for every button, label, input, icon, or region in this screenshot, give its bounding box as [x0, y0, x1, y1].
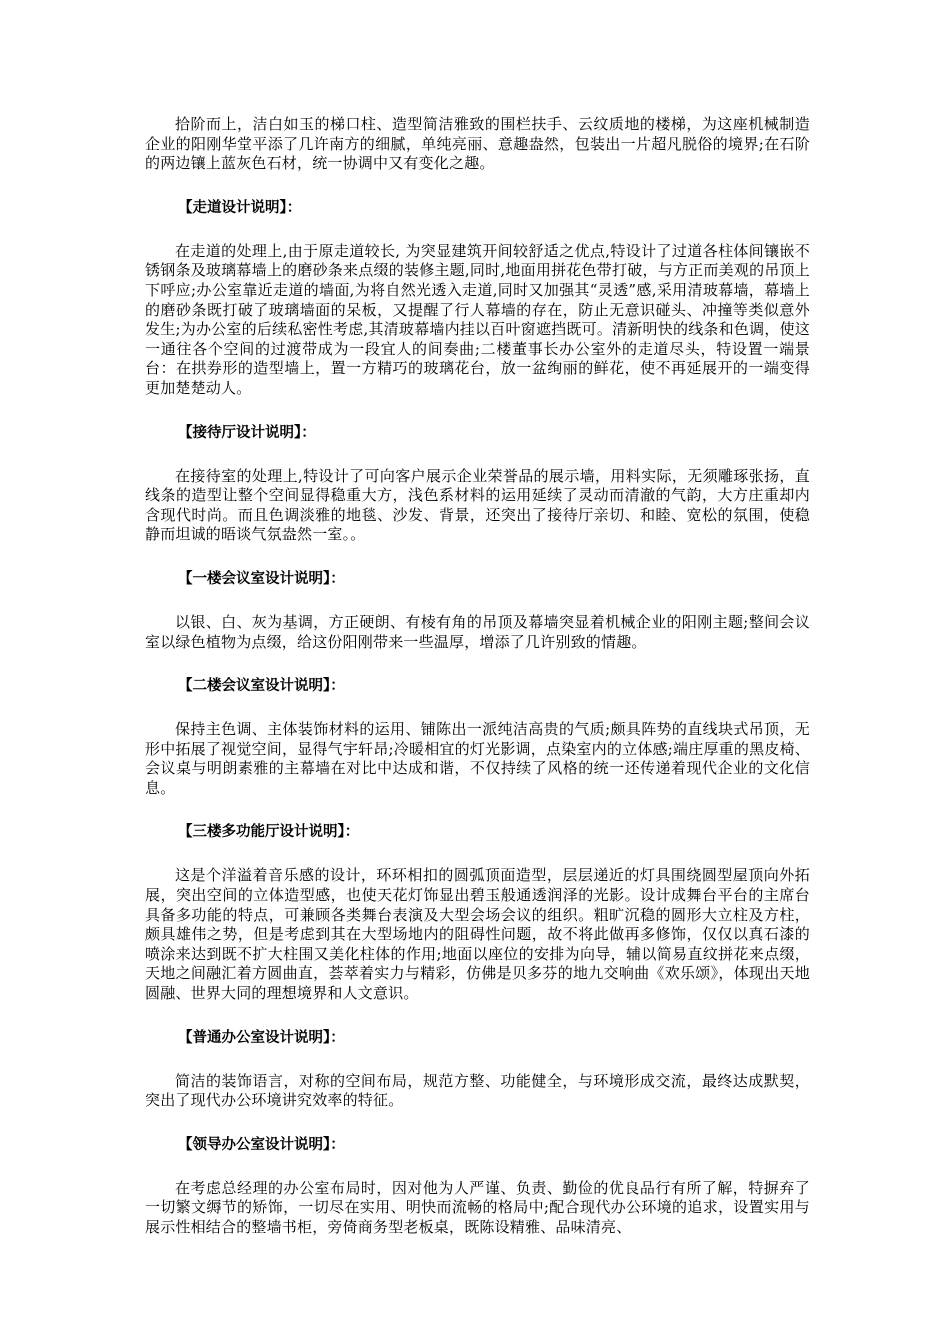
- second-floor-meeting-heading: 【二楼会议室设计说明】：: [178, 677, 345, 695]
- general-office-heading: 【普通办公室设计说明】：: [178, 1028, 345, 1046]
- executive-office-heading: 【领导办公室设计说明】：: [178, 1135, 345, 1153]
- first-floor-meeting-heading: 【一楼会议室设计说明】：: [178, 569, 345, 587]
- corridor-heading: 【走道设计说明】：: [178, 198, 302, 216]
- reception-paragraph: 在接待室的处理上,特设计了可向客户展示企业荣誉品的展示墙，用料实际，无须雕琢张扬，直线条的造型让整个空间显得稳重大方，浅色系材料的运用延续了灵动而清澈的气韵，大方庄重却内含现代时尚。而且色调淡雅的地毯、沙发、背景，还突出了接待厅亲切、和睦、宽松的氛围，使稳静而坦诚的晤谈气氛盎然一室。。: [145, 466, 810, 544]
- general-office-paragraph: 简洁的装饰语言，对称的空间布局，规范方整、功能健全，与环境形成交流，最终达成默契，突出了现代办公环境讲究效率的特征。: [145, 1071, 810, 1110]
- third-floor-hall-heading: 【三楼多功能厅设计说明】：: [178, 823, 360, 841]
- second-floor-meeting-paragraph: 保持主色调、主体装饰材料的运用、铺陈出一派纯洁高贵的气质;颇具阵势的直线块式吊顶，无形中拓展了视觉空间，显得气宇轩昂;冷暖相宜的灯光影调，点染室内的立体感;端庄厚重的黑皮椅、会议桌与明朗素雅的主幕墙在对比中达成和谐，不仅持续了风格的统一还传递着现代企业的文化信息。: [145, 720, 810, 797]
- reception-heading: 【接待厅设计说明】：: [178, 423, 316, 441]
- first-floor-meeting-paragraph: 以银、白、灰为基调，方正硬朗、有棱有角的吊顶及幕墙突显着机械企业的阳刚主题;整间会议室以绿色植物为点缀，给这份阳刚带来一些温厚，增添了几许别致的情趣。: [145, 612, 810, 651]
- executive-office-paragraph: 在考虑总经理的办公室布局时，因对他为人严谨、负责、勤俭的优良品行有所了解，特摒弃了一切繁文缛节的矫饰，一切尽在实用、明快而流畅的格局中;配合现代办公环境的追求，设置实用与展示性相结合的整墙书柜，旁倚商务型老板桌，既陈设精雅、品味清亮、: [145, 1178, 810, 1236]
- corridor-paragraph: 在走道的处理上,由于原走道较长, 为突显建筑开间较舒适之优点,特设计了过道各柱体间镶嵌不锈钢条及玻璃幕墙上的磨砂条来点缀的装修主题,同时,地面用拼花色带打破，与方正而美观的吊顶上下呼应;办公室靠近走道的墙面,为将自然光透入走道,同时又加强其“灵透”感,采用清玻幕墙，幕墙上的磨砂条既打破了玻璃墙面的呆板，又提醒了行人幕墙的存在，防止无意识碰头、冲撞等类似意外发生;为办公室的后续私密性考虑,其清玻幕墙内挂以百叶窗遮挡既可。清新明快的线条和色调，使这一通往各个空间的过渡带成为一段宜人的间奏曲;二楼董事长办公室外的走道尽头，特设置一端景台：在拱券形的造型墙上，置一方精巧的玻璃花台，放一盆绚丽的鲜花，使不再延展开的一端变得更加楚楚动人。: [145, 241, 810, 397]
- document-page: [145, 115, 810, 1238]
- stairs-paragraph: 拾阶而上，洁白如玉的梯口柱、造型简洁雅致的围栏扶手、云纹质地的楼梯，为这座机械制造企业的阳刚华堂平添了几许南方的细腻，单纯亮丽、意趣盎然，包装出一片超凡脱俗的境界;在石阶的两边镶上蓝灰色石材，统一协调中又有变化之趣。: [145, 115, 810, 173]
- third-floor-hall-paragraph: 这是个洋溢着音乐感的设计，环环相扣的圆弧顶面造型，层层递近的灯具围绕圆型屋顶向外拓展，突出空间的立体造型感，也使天花灯饰显出碧玉般通透润泽的光影。设计成舞台平台的主席台具备多功能的特点，可兼顾各类舞台表演及大型会场会议的组织。粗旷沉稳的圆形大立柱及方柱，颇具雄伟之势，但是考虑到其在大型场地内的阻碍性问题，故不将此做再多修饰，仅仅以真石漆的喷涂来达到既不扩大柱围又美化柱体的作用;地面以座位的安排为向导，辅以简易直纹拼花来点缀，天地之间融汇着方圆曲直，荟萃着实力与精彩，仿佛是贝多芬的地九交响曲《欢乐颂》，体现出天地圆融、世界大同的理想境界和人文意识。: [145, 866, 810, 1003]
